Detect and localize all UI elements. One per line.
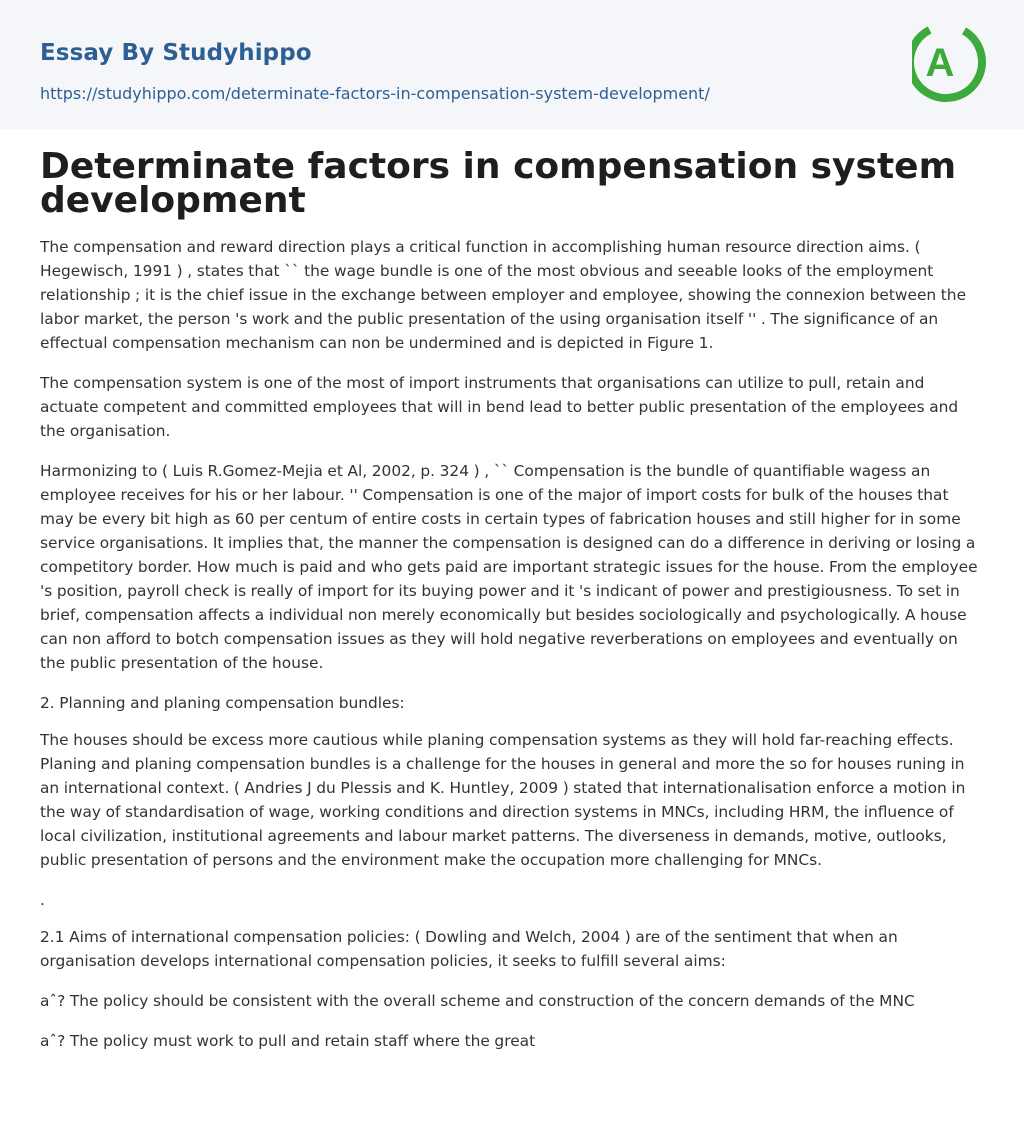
paragraph-gomez-mejia: Harmonizing to ( Luis R.Gomez-Mejia et Al, 2002, p. 324 ) , `` Compensation is the bundle of quantifiable wagess an employee receives for his or her labour. '' Compensation is one of the major of import costs for bulk of the houses that may be every bit high as 60 per centum of entire costs in certain types of fabrication houses and still higher for in some service organisations. It implies that, the manner the compensation is designed can do a difference in deriving or losing a competitory border. How much is paid and who gets paid are important strategic issues for the house. From the employee 's position, payroll check is really of import for its buying power and it 's indicant of power and prestigiousness. To set in brief, compensation affects a individual non merely economically but besides sociologically and psychologically. A house can non afford to botch compensation issues as they will hold negative reverberations on employees and eventually on the public presentation of the house. bbox=[40, 462, 978, 672]
logo-letter: A bbox=[925, 41, 955, 85]
section-heading-planning: 2. Planning and planing compensation bundles: bbox=[40, 694, 405, 712]
site-header bbox=[0, 0, 1024, 129]
article-title: Determinate factors in compensation system development bbox=[40, 146, 957, 221]
paragraph-intro: The compensation and reward direction plays a critical function in accomplishing human resource direction aims. ( Hegewisch, 1991 ) , states that `` the wage bundle is one of the most obvious and seeable looks of the employment relationship ; it is the chief issue in the exchange between employer and employee, showing the connexion between the labor market, the person 's work and the public presentation of the using organisation itself '' . The significance of an effectual compensation mechanism can non be undermined and is depicted in Figure 1. bbox=[40, 238, 967, 352]
studyhippo-a-logo-icon[interactable] bbox=[912, 18, 988, 106]
paragraph-planning: The houses should be excess more cautious while planing compensation systems as they will hold far-reaching effects. Planing and planing compensation bundles is a challenge for the houses in general and more the so for houses runing in an international context. ( Andries J du Plessis and K. Huntley, 2009 ) stated that internationalisation enforce a motion in the way of standardisation of wage, working conditions and direction systems in MNCs, including HRM, the influence of local civilization, institutional agreements and labour market patterns. The diverseness in demands, motive, outlooks, public presentation of persons and the environment make the occupation more challenging for MNCs. bbox=[40, 731, 966, 869]
list-item-policy-consistent: aˆ? The policy should be consistent with the overall scheme and construction of the concern demands of the MNC bbox=[40, 992, 915, 1010]
paragraph-compensation-system: The compensation system is one of the most of import instruments that organisations can utilize to pull, retain and actuate competent and committed employees that will in bend lead to better public presentation of the employees and the organisation. bbox=[40, 374, 959, 440]
brand-title[interactable]: Essay By Studyhippo bbox=[40, 40, 312, 66]
paragraph-aims: 2.1 Aims of international compensation policies: ( Dowling and Welch, 2004 ) are of the sentiment that when an organisation develops international compensation policies, it seeks to fulfill several aims: bbox=[40, 928, 898, 970]
list-item-policy-retain: aˆ? The policy must work to pull and retain staff where the great bbox=[40, 1032, 536, 1050]
essay-url-link[interactable]: https://studyhippo.com/determinate-factors-in-compensation-system-development/ bbox=[40, 84, 710, 103]
article bbox=[40, 146, 984, 1053]
paragraph-dot: . bbox=[40, 891, 45, 909]
